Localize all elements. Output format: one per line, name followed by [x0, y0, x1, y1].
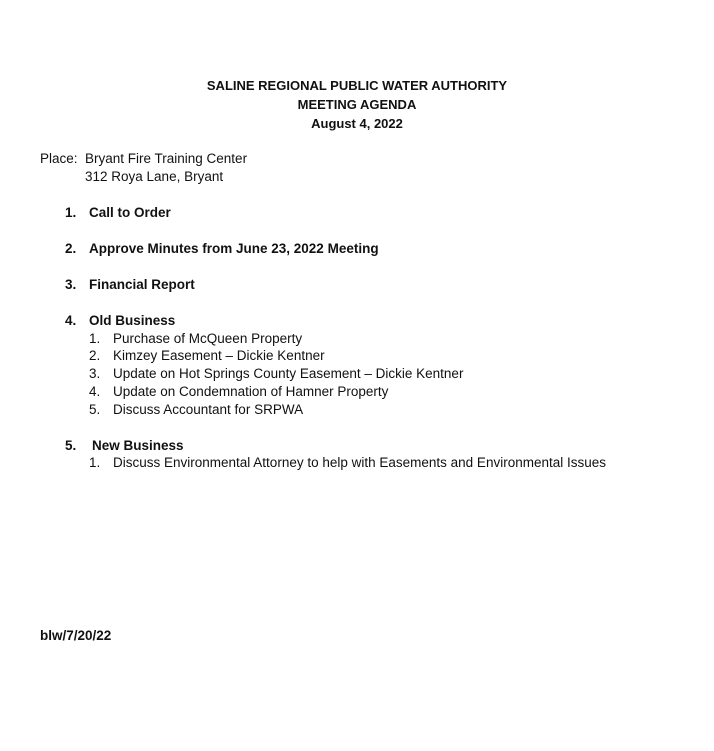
subitem-number: 4.	[89, 384, 101, 399]
subitem-text: Purchase of McQueen Property	[113, 331, 303, 346]
subitem-text: Discuss Environmental Attorney to help with Easements and Environmental Issues	[113, 455, 606, 470]
subitem-text: Update on Condemnation of Hamner Property	[113, 384, 389, 399]
meeting-date: August 4, 2022	[311, 116, 403, 131]
place-address: 312 Roya Lane, Bryant	[85, 169, 224, 184]
agenda-item-old-business: Old Business	[89, 313, 176, 328]
agenda-item-call-to-order: Call to Order	[89, 205, 171, 220]
document-title: MEETING AGENDA	[297, 97, 417, 112]
place-label: Place:	[40, 151, 78, 166]
agenda-item-number: 3.	[65, 277, 77, 292]
agenda-item-new-business: New Business	[92, 438, 184, 453]
subitem-number: 1.	[89, 331, 101, 346]
agenda-item-number: 1.	[65, 205, 77, 220]
place-name: Bryant Fire Training Center	[85, 151, 248, 166]
subitem-text: Update on Hot Springs County Easement – Dickie Kentner	[113, 366, 464, 381]
subitem-number: 1.	[89, 455, 101, 470]
agenda-item-approve-minutes: Approve Minutes from June 23, 2022 Meeting	[89, 241, 379, 256]
subitem-text: Discuss Accountant for SRPWA	[113, 402, 304, 417]
subitem-number: 3.	[89, 366, 101, 381]
agenda-item-number: 4.	[65, 313, 77, 328]
agenda-item-number: 2.	[65, 241, 77, 256]
subitem-text: Kimzey Easement – Dickie Kentner	[113, 348, 325, 363]
agenda-item-financial-report: Financial Report	[89, 277, 195, 292]
subitem-number: 2.	[89, 348, 101, 363]
subitem-number: 5.	[89, 402, 101, 417]
organization-name: SALINE REGIONAL PUBLIC WATER AUTHORITY	[206, 78, 508, 93]
footer-initials-date: blw/7/20/22	[40, 628, 112, 643]
agenda-item-number: 5.	[65, 438, 77, 453]
